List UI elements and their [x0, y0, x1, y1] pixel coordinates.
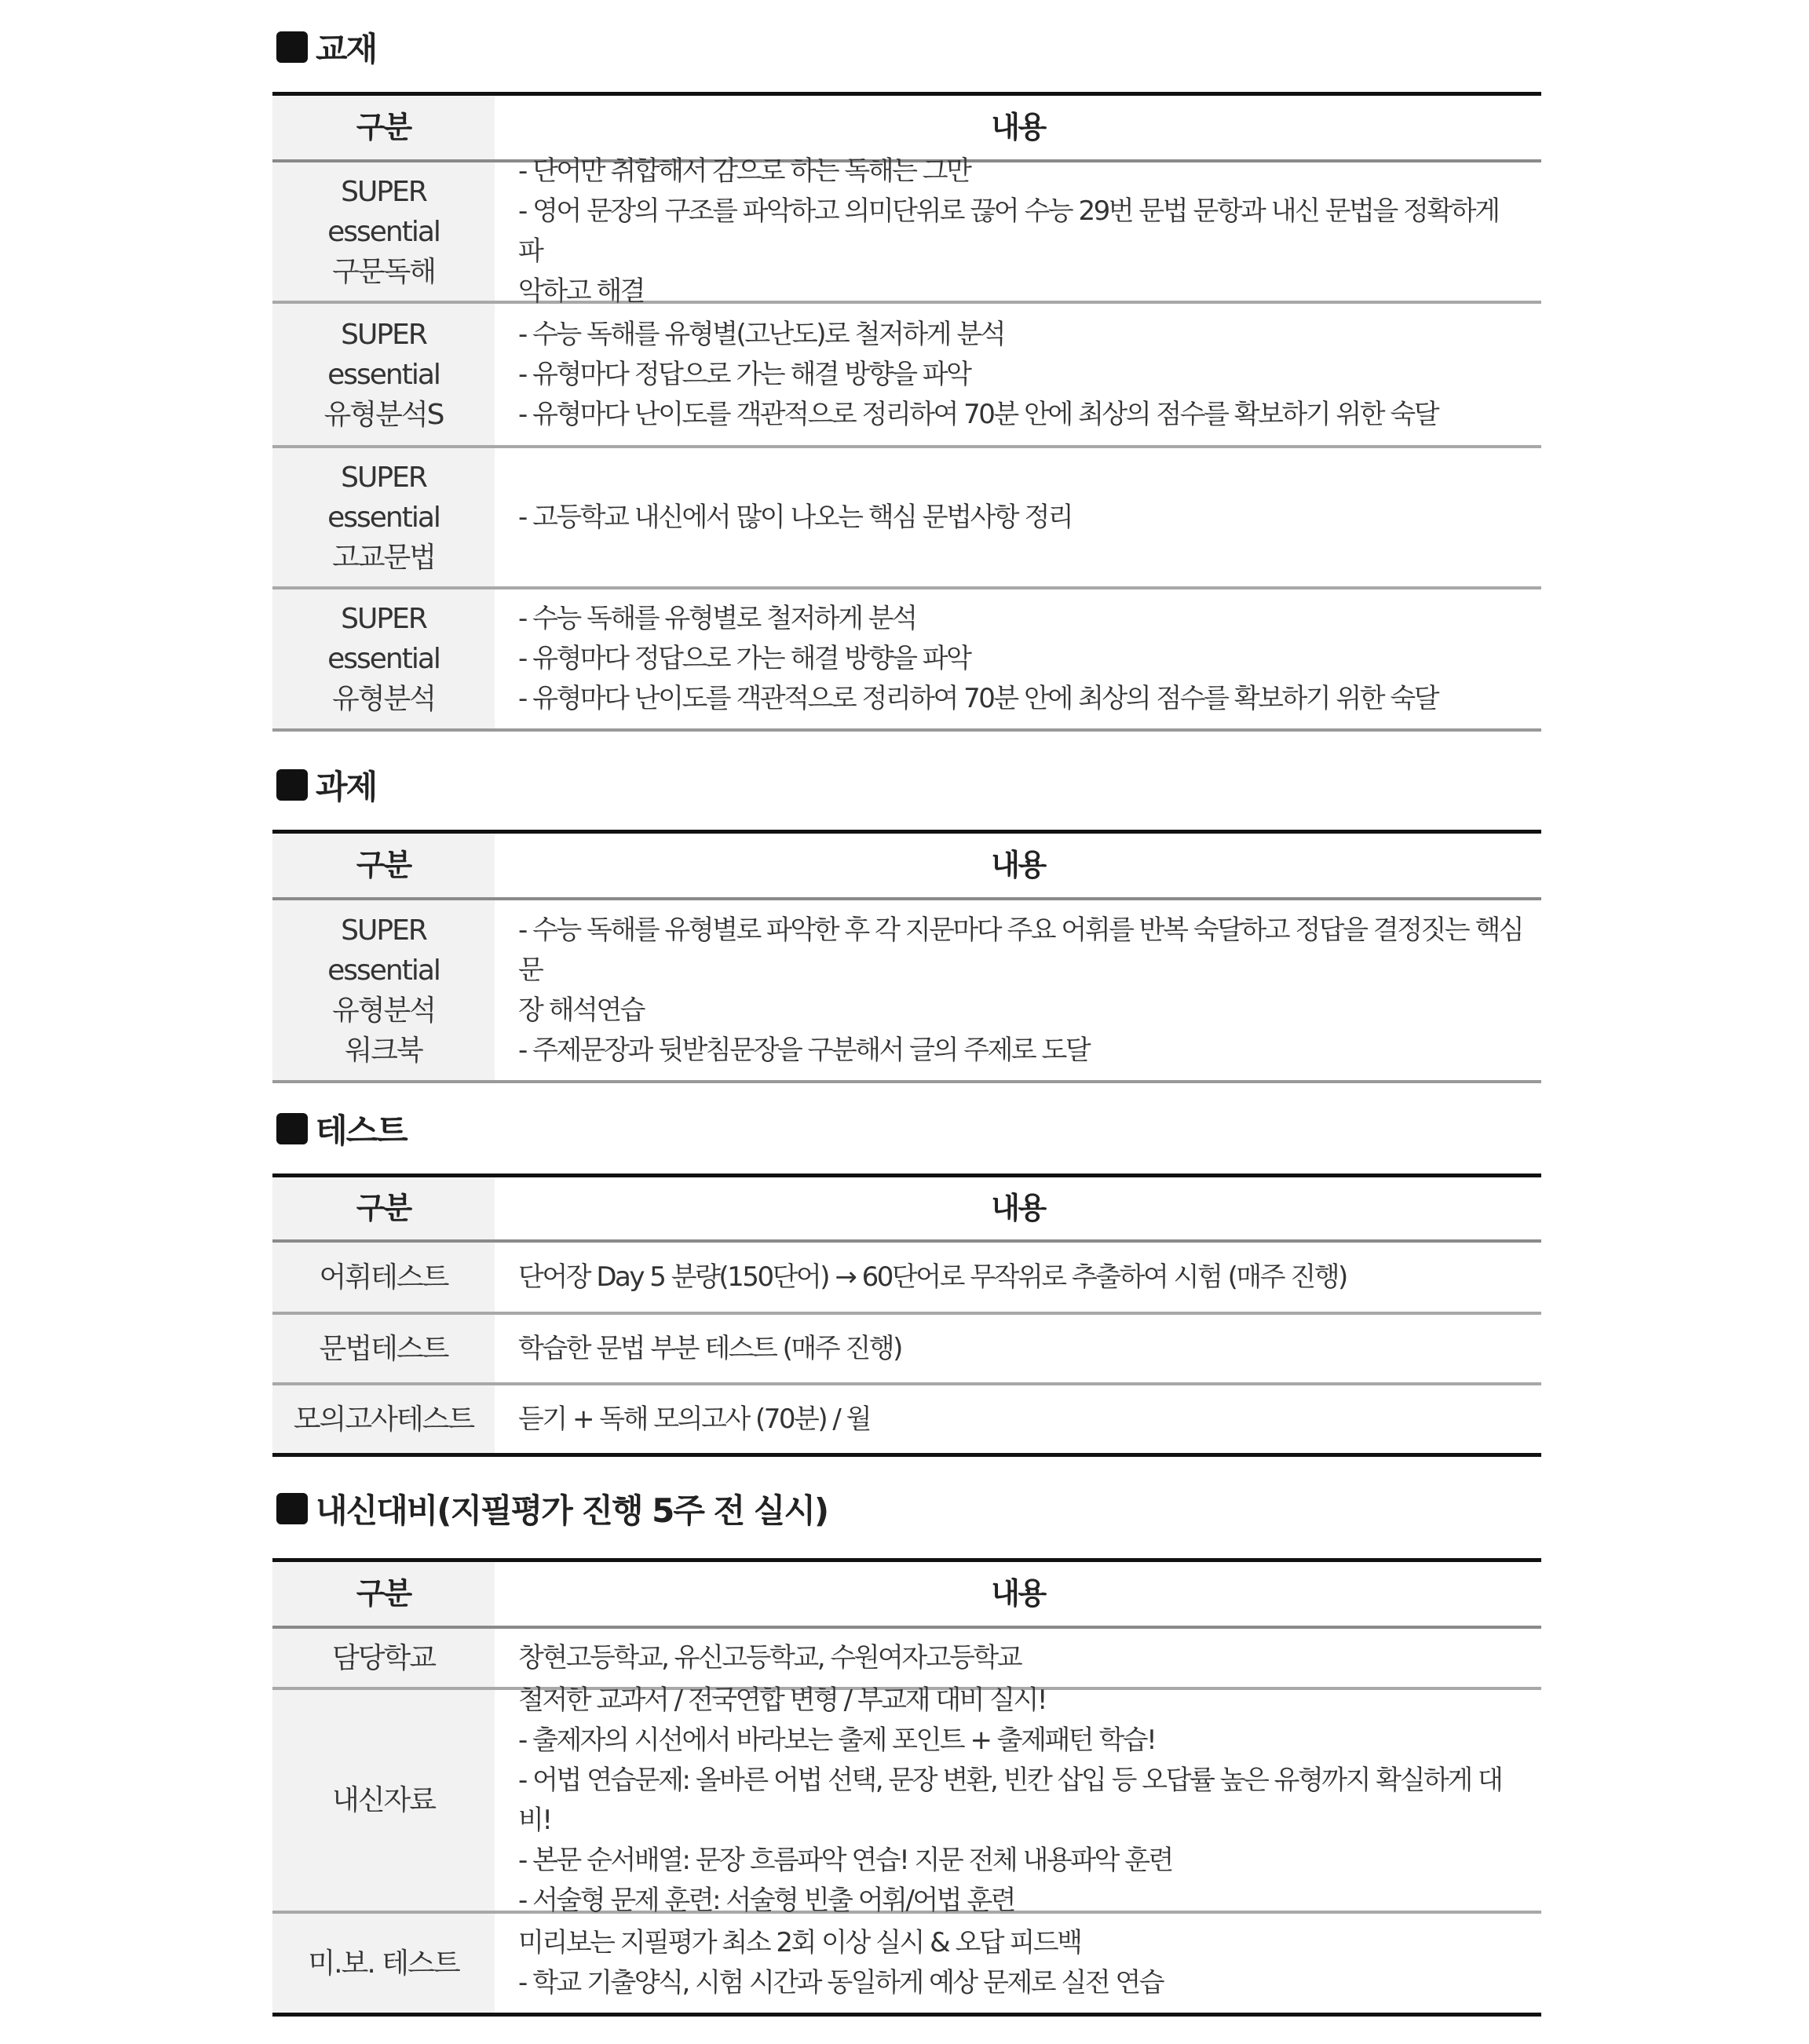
- table-header-row: [272, 834, 1541, 897]
- content-line: - 수능 독해를 유형별로 철저하게 분석: [518, 603, 916, 634]
- category-line: 유형분석S: [323, 398, 444, 431]
- content-line: - 서술형 문제 훈련: 서술형 빈출 어휘/어법 훈련: [518, 1884, 1015, 1916]
- square-bullet-icon: [276, 769, 308, 801]
- header-content: 내용: [991, 110, 1045, 144]
- table-row: [272, 586, 1541, 728]
- header-category: 구분: [272, 1562, 495, 1626]
- table-row: [272, 1239, 1541, 1312]
- section-table: [272, 1173, 1541, 1457]
- row-content: [495, 448, 1541, 586]
- row-content: [495, 1315, 1541, 1382]
- section-table: [272, 92, 1541, 732]
- category-line: 고교문법: [331, 541, 436, 574]
- row-category: [272, 1690, 495, 1911]
- row-content: [495, 1385, 1541, 1453]
- content-line: 철저한 교과서 / 전국연합 변형 / 부교재 대비 실시!: [518, 1684, 1047, 1716]
- content-line: - 유형마다 난이도를 객관적으로 정리하여 70분 안에 최상의 점수를 확보하기 위한 숙달: [518, 683, 1438, 714]
- category-line: 유형분석: [331, 994, 436, 1027]
- category-line: essential: [327, 501, 440, 534]
- content-line: 미리보는 지필평가 최소 2회 이상 실시 & 오답 피드백: [518, 1927, 1081, 1958]
- row-category: [272, 162, 495, 301]
- content-line: - 수능 독해를 유형별(고난도)로 철저하게 분석: [518, 318, 1005, 350]
- category-line: SUPER: [341, 603, 426, 635]
- content-line: - 단어만 취합해서 감으로 하는 독해는 그만: [518, 155, 970, 187]
- row-category: [272, 1914, 495, 2013]
- table-header-row: [272, 1177, 1541, 1239]
- category-line: essential: [327, 358, 440, 391]
- header-content: 내용: [991, 1191, 1045, 1225]
- category-line: 워크북: [345, 1034, 422, 1067]
- category-line: SUPER: [341, 461, 426, 494]
- content-line: - 유형마다 정답으로 가는 해결 방향을 파악: [518, 643, 970, 674]
- category-line: 내신자료: [331, 1784, 436, 1816]
- row-content: [495, 900, 1541, 1080]
- row-category: [272, 1385, 495, 1453]
- header-category: 구분: [272, 834, 495, 897]
- table-header-row: [272, 96, 1541, 159]
- header-category: 구분: [272, 96, 495, 159]
- category-line: 담당학교: [331, 1641, 436, 1674]
- content-line: - 영어 문장의 구조를 파악하고 의미단위로 끊어 수능 29번 문법 문항과 내신 문법을 정확하게 파: [518, 195, 1499, 267]
- content-line: - 유형마다 정답으로 가는 해결 방향을 파악: [518, 358, 970, 390]
- content-line: 학습한 문법 부분 테스트 (매주 진행): [518, 1332, 901, 1364]
- table-header-row: [272, 1562, 1541, 1626]
- row-content: [495, 1243, 1541, 1312]
- content-line: 장 해석연습: [518, 994, 645, 1026]
- header-content: 내용: [991, 848, 1045, 882]
- content-line: - 수능 독해를 유형별로 파악한 후 각 지문마다 주요 어휘를 반복 숙달하고 정답을 결정짓는 핵심문: [518, 914, 1523, 986]
- category-line: 구문독해: [331, 255, 436, 288]
- category-line: 유형분석: [331, 683, 436, 715]
- table-row: [272, 1684, 1541, 1916]
- table-row: [272, 301, 1541, 445]
- content-line: - 고등학교 내신에서 많이 나오는 핵심 문법사항 정리: [518, 501, 1073, 533]
- row-content: [495, 1684, 1541, 1916]
- row-category: [272, 900, 495, 1080]
- category-line: SUPER: [341, 318, 426, 351]
- row-category: [272, 1243, 495, 1312]
- category-line: SUPER: [341, 175, 426, 208]
- row-category: [272, 589, 495, 728]
- content-line: - 출제자의 시선에서 바라보는 출제 포인트 + 출제패턴 학습!: [518, 1724, 1156, 1756]
- row-category: [272, 1629, 495, 1687]
- section-title: [276, 24, 376, 71]
- content-line: - 학교 기출양식, 시험 시간과 동일하게 예상 문제로 실전 연습: [518, 1967, 1164, 1998]
- content-line: 단어장 Day 5 분량(150단어) → 60단어로 무작위로 추출하여 시험 (매주 진행): [518, 1261, 1347, 1293]
- section-title: [276, 1485, 828, 1532]
- content-line: - 주제문장과 뒷받침문장을 구분해서 글의 주제로 도달: [518, 1034, 1090, 1066]
- section-title-text: 테스트: [316, 1111, 407, 1150]
- table-row: [272, 1312, 1541, 1382]
- content-line: 악하고 해결: [518, 276, 645, 307]
- category-line: essential: [327, 643, 440, 675]
- section-title: [276, 1105, 407, 1152]
- row-category: [272, 448, 495, 586]
- category-line: SUPER: [341, 914, 426, 947]
- row-category: [272, 304, 495, 445]
- row-category: [272, 1315, 495, 1382]
- row-content: [495, 1914, 1541, 2013]
- table-row: [272, 1382, 1541, 1453]
- category-line: 어휘테스트: [319, 1261, 448, 1294]
- header-content: 내용: [991, 1576, 1045, 1611]
- table-row: [272, 1626, 1541, 1687]
- content-line: 듣기 + 독해 모의고사 (70분) / 월: [518, 1403, 871, 1435]
- section-title-text: 과제: [316, 768, 377, 806]
- category-line: essential: [327, 954, 440, 987]
- row-content: [495, 304, 1541, 445]
- category-line: 문법테스트: [319, 1332, 448, 1365]
- content-line: - 유형마다 난이도를 객관적으로 정리하여 70분 안에 최상의 점수를 확보하기 위한 숙달: [518, 398, 1438, 430]
- section-table: [272, 1558, 1541, 2017]
- category-line: 미.보. 테스트: [308, 1947, 459, 1980]
- square-bullet-icon: [276, 1113, 308, 1144]
- table-row: [272, 155, 1541, 307]
- section-title: [276, 761, 376, 808]
- table-row: [272, 445, 1541, 586]
- content-line: 창현고등학교, 유신고등학교, 수원여자고등학교: [518, 1641, 1021, 1674]
- section-table: [272, 830, 1541, 1083]
- square-bullet-icon: [276, 31, 308, 63]
- category-line: essential: [327, 215, 440, 248]
- content-line: - 어법 연습문제: 올바른 어법 선택, 문장 변환, 빈칸 삽입 등 오답률 높은 유형까지 확실하게 대비!: [518, 1764, 1502, 1836]
- section-title-text: 교재: [316, 30, 377, 68]
- category-line: 모의고사테스트: [293, 1403, 474, 1436]
- section-title-text: 내신대비(지필평가 진행 5주 전 실시): [316, 1491, 828, 1530]
- row-content: [495, 155, 1541, 307]
- table-row: [272, 897, 1541, 1080]
- square-bullet-icon: [276, 1493, 308, 1524]
- header-category: 구분: [272, 1177, 495, 1239]
- row-content: [495, 1629, 1541, 1687]
- table-row: [272, 1911, 1541, 2013]
- row-content: [495, 589, 1541, 728]
- content-line: - 본문 순서배열: 문장 흐름파악 연습! 지문 전체 내용파악 훈련: [518, 1844, 1172, 1876]
